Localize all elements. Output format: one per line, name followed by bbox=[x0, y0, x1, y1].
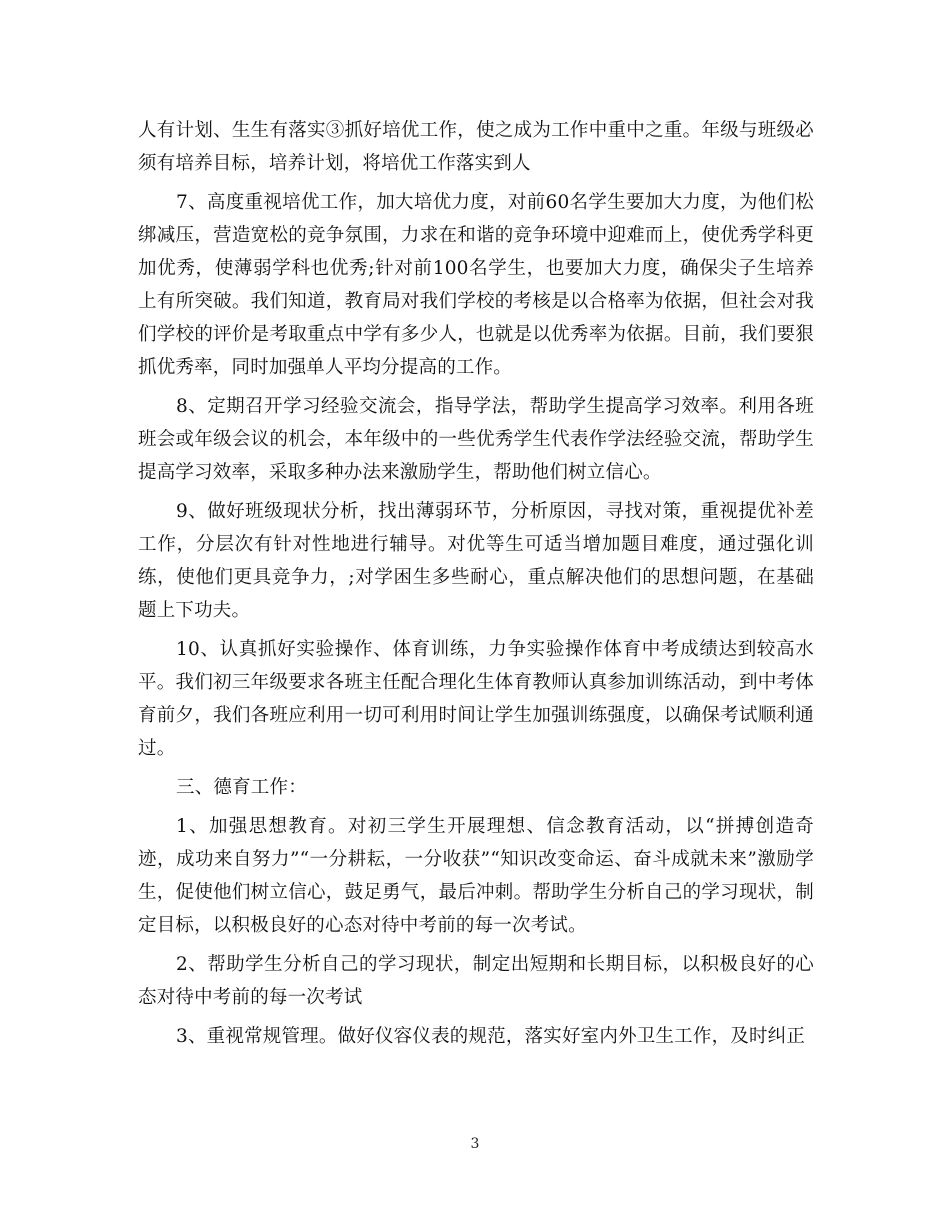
paragraph-moral-item-3: 3、重视常规管理。做好仪容仪表的规范，落实好室内外卫生工作，及时纠正 bbox=[176, 1026, 806, 1047]
paragraph-moral-item-1: 1、加强思想教育。对初三学生开展理想、信念教育活动，以“拼搏创造奇迹，成功来自努力”“一分耕耘，一分收获”“知识改变命运、奋斗成就未来”激励学生，促使他们树立信心，鼓足勇气，最后冲刺。帮助学生分析自己的学习现状，制定目标，以积极良好的心态对待中考前的每一次考试。 bbox=[138, 816, 814, 936]
paragraph-item-9: 9、做好班级现状分析，找出薄弱环节，分析原因，寻找对策，重视提优补差工作，分层次有针对性地进行辅导。对优等生可适当增加题目难度，通过强化训练，使他们更具竞争力，;对学困生多些耐心，重点解决他们的思想问题，在基础题上下功夫。 bbox=[138, 501, 814, 621]
page-number: 3 bbox=[470, 1136, 480, 1152]
paragraph-moral-item-2: 2、帮助学生分析自己的学习现状，制定出短期和长期目标，以积极良好的心态对待中考前的每一次考试 bbox=[138, 954, 814, 1008]
section-heading-moral-education: 三、德育工作： bbox=[176, 777, 307, 798]
paragraph-item-8: 8、定期召开学习经验交流会，指导学法，帮助学生提高学习效率。利用各班班会或年级会议的机会，本年级中的一些优秀学生代表作学法经验交流，帮助学生提高学习效率，采取多种办法来激励学生，帮助他们树立信心。 bbox=[138, 396, 814, 483]
paragraph-item-10: 10、认真抓好实验操作、体育训练，力争实验操作体育中考成绩达到较高水平。我们初三年级要求各班主任配合理化生体育教师认真参加训练活动，到中考体育前夕，我们各班应利用一切可利用时间让学生加强训练强度，以确保考试顺利通过。 bbox=[138, 639, 814, 759]
paragraph-continuation: 人有计划、生生有落实③抓好培优工作，使之成为工作中重中之重。年级与班级必须有培养目标，培养计划，将培优工作落实到人 bbox=[138, 120, 814, 174]
document-body bbox=[138, 114, 814, 1059]
paragraph-item-7: 7、高度重视培优工作，加大培优力度，对前60名学生要加大力度，为他们松绑减压，营造宽松的竞争氛围，力求在和谐的竞争环境中迎难而上，使优秀学科更加优秀，使薄弱学科也优秀;针对前100名学生，也要加大力度，确保尖子生培养上有所突破。我们知道，教育局对我们学校的考核是以合格率为依据，但社会对我们学校的评价是考取重点中学有多少人，也就是以优秀率为依据。目前，我们要狠抓优秀率，同时加强单人平均分提高的工作。 bbox=[138, 192, 814, 378]
